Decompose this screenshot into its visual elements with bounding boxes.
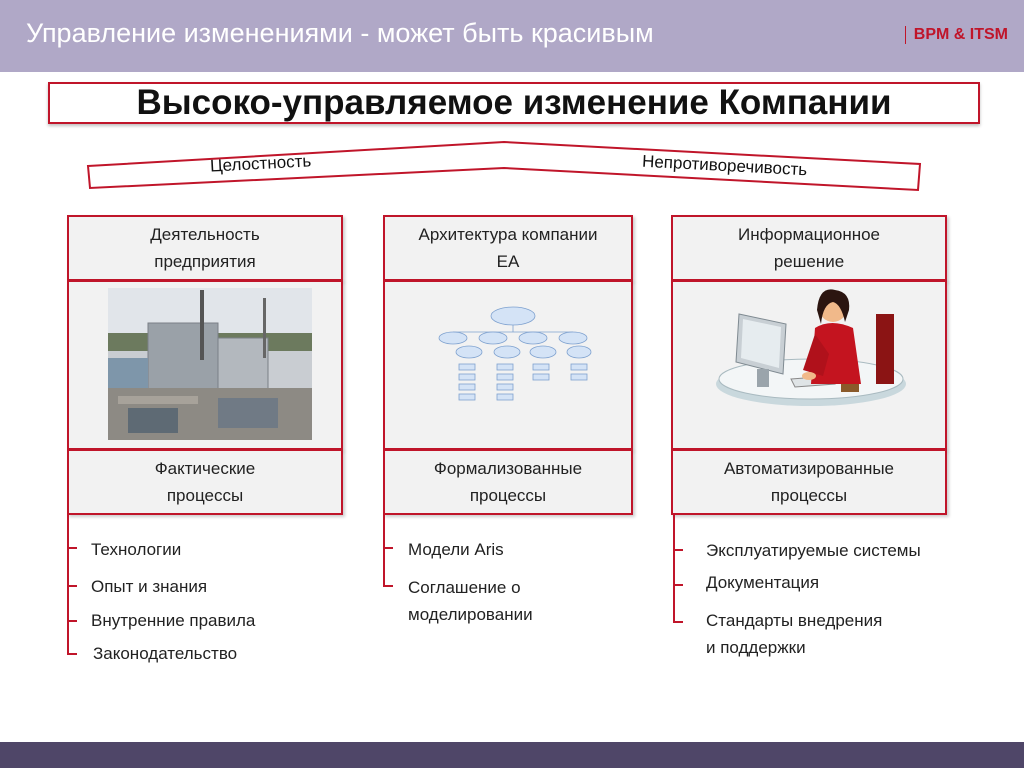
- roof-left-label: Целостность: [209, 151, 312, 176]
- column-3-image-box: [671, 280, 947, 450]
- industrial-plant-photo: [108, 288, 312, 440]
- bullet-tick: [67, 585, 77, 587]
- column-2-top-box: Архитектура компании EA: [383, 215, 633, 281]
- column-2-bottom-box: Формализованные процессы: [383, 449, 633, 515]
- brand-label: BPM & ITSM: [905, 26, 1008, 44]
- header-bar: [0, 0, 1024, 72]
- column-3-item: Документация: [706, 573, 820, 592]
- roof-right-label: Непротиворечивость: [641, 151, 808, 180]
- woman-at-computer-illustration: [711, 284, 911, 424]
- column-2-item: Модели Aris: [408, 540, 504, 559]
- main-title: Высоко-управляемое изменение Компании: [48, 82, 980, 124]
- bullet-tick: [67, 620, 77, 622]
- bullet-tick: [67, 547, 77, 549]
- header-title: Управление изменениями - может быть красивым: [26, 18, 654, 48]
- column-2-item: Соглашение о моделировании: [408, 578, 533, 624]
- bullet-tick: [673, 549, 683, 551]
- column-3-bottom-box: Автоматизированные процессы: [671, 449, 947, 515]
- column-3-item: Эксплуатируемые системы: [706, 541, 921, 560]
- bullet-tick: [673, 621, 683, 623]
- footer-bar: [0, 742, 1024, 768]
- bullet-tick: [383, 547, 393, 549]
- column-1-item: Опыт и знания: [91, 577, 208, 596]
- column-2-bracket: [383, 515, 385, 587]
- column-1-item: Технологии: [91, 540, 182, 559]
- bullet-tick: [383, 585, 393, 587]
- column-1-item: Внутренние правила: [91, 611, 256, 630]
- column-1-top-box: Деятельность предприятия: [67, 215, 343, 281]
- column-2-image-box: [383, 280, 633, 450]
- bullet-tick: [673, 584, 683, 586]
- bullet-tick: [67, 653, 77, 655]
- column-3-bracket: [673, 515, 675, 623]
- column-1-item: Законодательство: [93, 644, 238, 663]
- org-chart-diagram: [433, 304, 603, 414]
- column-3-item: Стандарты внедрения и поддержки: [706, 611, 883, 657]
- column-3-top-box: Информационное решение: [671, 215, 947, 281]
- column-1-image-box: [67, 280, 343, 450]
- column-1-bottom-box: Фактические процессы: [67, 449, 343, 515]
